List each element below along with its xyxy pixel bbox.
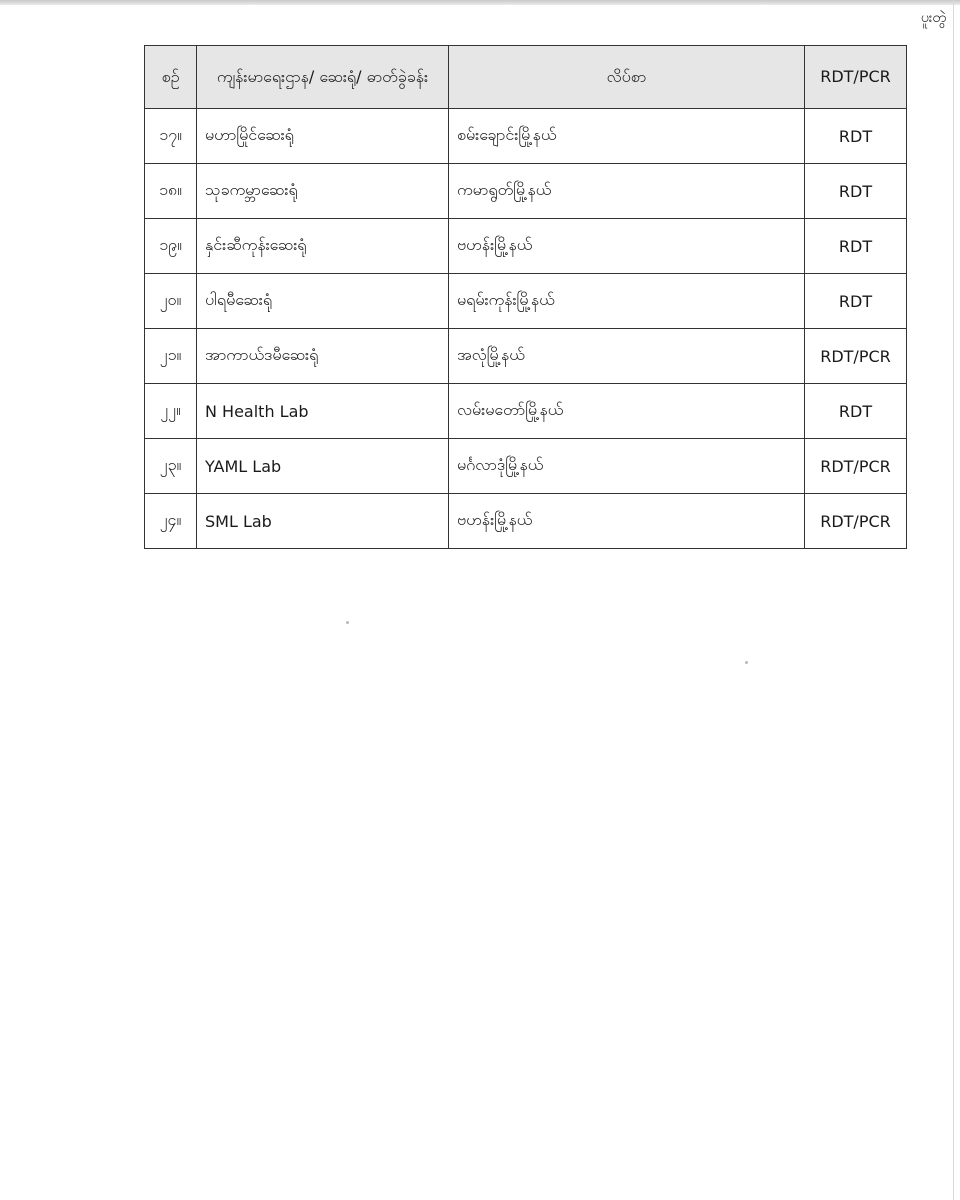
row-address: မရမ်းကုန်းမြို့နယ်: [449, 274, 805, 329]
row-facility-name: အာကာယ်ဒမီဆေးရုံ: [197, 329, 449, 384]
row-facility-name: N Health Lab: [197, 384, 449, 439]
table-row: [145, 164, 907, 219]
row-test-type: RDT/PCR: [805, 439, 907, 494]
row-address: လမ်းမတော်မြို့နယ်: [449, 384, 805, 439]
header-address: လိပ်စာ: [449, 46, 805, 109]
header-row: [145, 46, 907, 109]
row-facility-name: SML Lab: [197, 494, 449, 549]
row-test-type: RDT: [805, 274, 907, 329]
facility-table: [144, 45, 907, 549]
row-facility-name: ပါရမီဆေးရုံ: [197, 274, 449, 329]
table-body: [145, 109, 907, 549]
table-row: [145, 384, 907, 439]
row-facility-name: သုခကမ္ဘာဆေးရုံ: [197, 164, 449, 219]
scan-right-edge: [953, 0, 954, 1200]
row-test-type: RDT/PCR: [805, 329, 907, 384]
row-serial-number: ၂၃။: [145, 439, 197, 494]
table-row: [145, 219, 907, 274]
scan-speck: [346, 621, 349, 624]
table-row: [145, 109, 907, 164]
row-facility-name: နှင်းဆီကုန်းဆေးရုံ: [197, 219, 449, 274]
table-row: [145, 329, 907, 384]
row-test-type: RDT/PCR: [805, 494, 907, 549]
row-serial-number: ၂၂။: [145, 384, 197, 439]
row-facility-name: YAML Lab: [197, 439, 449, 494]
row-facility-name: မဟာမြိုင်ဆေးရုံ: [197, 109, 449, 164]
annex-marker: ပူးတွဲ: [920, 10, 946, 26]
row-serial-number: ၁၈။: [145, 164, 197, 219]
row-address: အလုံမြို့နယ်: [449, 329, 805, 384]
row-address: ကမာရွတ်မြို့နယ်: [449, 164, 805, 219]
row-serial-number: ၁၉။: [145, 219, 197, 274]
row-serial-number: ၂၄။: [145, 494, 197, 549]
row-serial-number: ၂၀။: [145, 274, 197, 329]
table-row: [145, 274, 907, 329]
row-test-type: RDT: [805, 219, 907, 274]
table-row: [145, 439, 907, 494]
header-serial-number: စဉ်: [145, 46, 197, 109]
row-address: မင်္ဂလာဒုံမြို့နယ်: [449, 439, 805, 494]
scan-top-border: [0, 0, 960, 5]
row-test-type: RDT: [805, 384, 907, 439]
row-address: ဗဟန်းမြို့နယ်: [449, 494, 805, 549]
table-row: [145, 494, 907, 549]
row-test-type: RDT: [805, 109, 907, 164]
table-header: [145, 46, 907, 109]
scan-speck: [745, 661, 748, 664]
row-address: စမ်းချောင်းမြို့နယ်: [449, 109, 805, 164]
row-test-type: RDT: [805, 164, 907, 219]
header-test-type: RDT/PCR: [805, 46, 907, 109]
header-facility-name: ကျန်းမာရေးဌာန/ ဆေးရုံ/ ဓာတ်ခွဲခန်း: [197, 46, 449, 109]
row-serial-number: ၁၇။: [145, 109, 197, 164]
row-serial-number: ၂၁။: [145, 329, 197, 384]
row-address: ဗဟန်းမြို့နယ်: [449, 219, 805, 274]
